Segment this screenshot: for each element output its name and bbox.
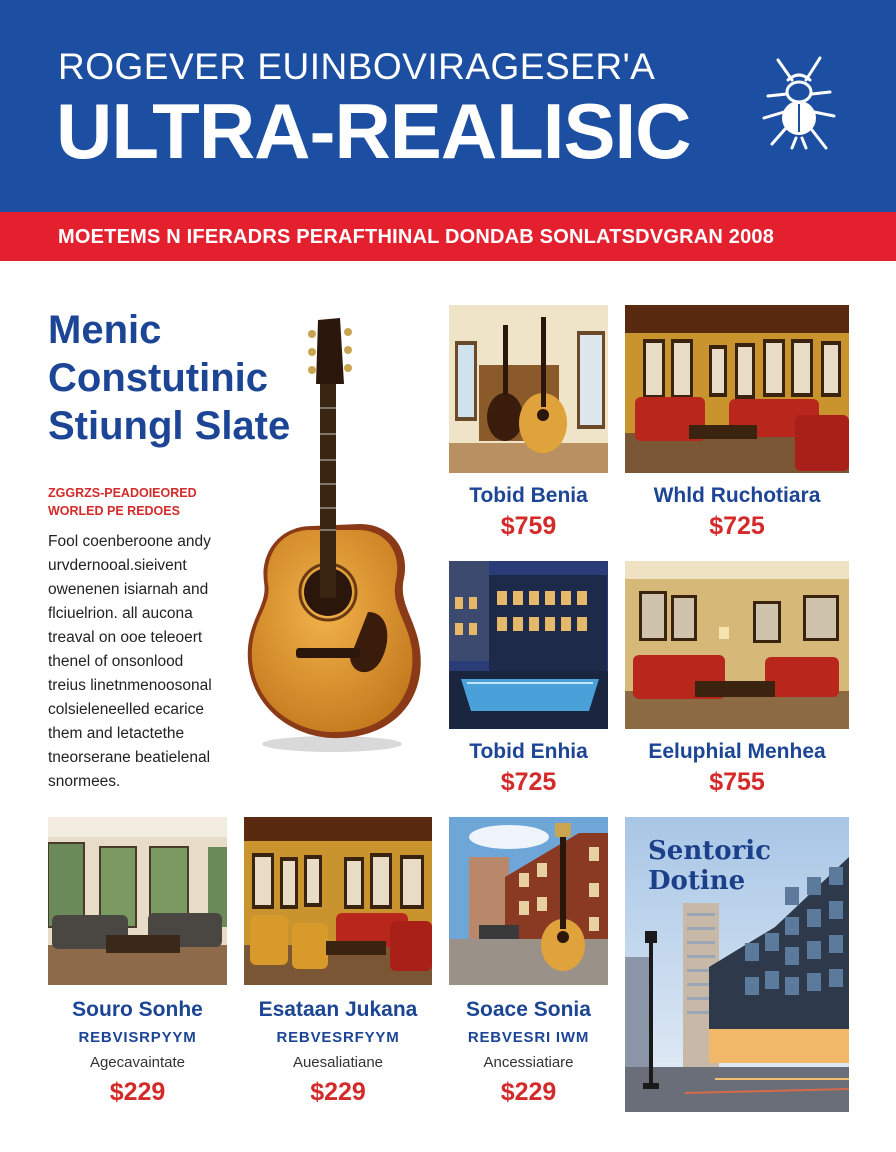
- ribbon-text: MOETEMS N IFERADRS PERAFTHINAL DONDAB SONLATSDVGRAN 2008: [58, 226, 775, 248]
- red-lounge-2-image: [625, 561, 849, 729]
- body-line: treius linetnmenoosonal: [48, 677, 212, 694]
- listing-price: $229: [500, 1078, 557, 1106]
- listing-photo-patio-guitar[interactable]: [449, 817, 608, 985]
- body-line: them and letactethe: [48, 725, 185, 742]
- listing-photo-building-pool[interactable]: [449, 561, 608, 729]
- promo-title-line: Dotine: [648, 866, 746, 896]
- listing-photo-red-lounge-2[interactable]: [625, 561, 849, 729]
- listing-photo-guitars-room[interactable]: [449, 305, 608, 473]
- hall-lounge-image: [244, 817, 432, 985]
- listing-name[interactable]: Tobid Benia: [469, 484, 588, 507]
- body-line: tneorserane beatielenal: [48, 749, 211, 766]
- listing-name[interactable]: Soace Sonia: [466, 998, 591, 1021]
- listing-photo-hall-lounge[interactable]: [244, 817, 432, 985]
- body-line: Fool coenberoone andy: [48, 533, 211, 550]
- listing-subtitle: Ancessiatiare: [483, 1054, 574, 1071]
- listing-name[interactable]: Eeluphial Menhea: [648, 740, 826, 763]
- feature-title-line: Menic: [48, 308, 162, 352]
- acoustic-guitar-image: [240, 312, 430, 754]
- listing-code: REBVISRPYYM: [78, 1029, 197, 1046]
- listing-price: $229: [109, 1078, 166, 1106]
- listing-photo-red-lounge[interactable]: [625, 305, 849, 473]
- promo-title-line: Sentoric: [648, 836, 771, 866]
- listing-photo-gray-lounge[interactable]: [48, 817, 227, 985]
- listing-price: $755: [709, 768, 765, 796]
- body-line: owenenen isiarnah and: [48, 581, 209, 598]
- feature-title-line: Stiungl Slate: [48, 404, 291, 448]
- listing-subtitle: Auesaliatiane: [292, 1054, 384, 1071]
- feature-title-line: Constutinic: [48, 356, 268, 400]
- body-line: urvdernooal.sieivent: [48, 557, 187, 574]
- header-kicker: ROGEVER EUINBOVIRAGESER'A: [58, 46, 656, 87]
- listing-price: $725: [500, 768, 557, 796]
- body-line: colsieleneelled ecarice: [48, 701, 204, 718]
- listing-price: $759: [500, 512, 557, 540]
- insect-emblem-icon: [758, 52, 840, 158]
- building-pool-image: [449, 561, 608, 729]
- body-line: snormees.: [48, 773, 121, 790]
- guitars-room-image: [449, 305, 608, 473]
- feature-tag-line: WORLED PE REDOES: [48, 504, 180, 518]
- listing-price: $229: [310, 1078, 366, 1106]
- red-lounge-image: [625, 305, 849, 473]
- patio-guitar-image: [449, 817, 608, 985]
- header-headline: ULTRA-REALISIC: [56, 87, 691, 175]
- listing-code: REBVESRFYYM: [276, 1029, 400, 1046]
- feature-description: [48, 530, 248, 794]
- body-line: flciuelrion. all aucona: [48, 605, 193, 622]
- listing-subtitle: Agecavaintate: [89, 1054, 186, 1071]
- listing-name[interactable]: Tobid Enhia: [469, 740, 588, 763]
- feature-tagline: [48, 484, 197, 520]
- feature-tag-line: ZGGRZS-PEADOIEORED: [48, 486, 197, 500]
- listing-name[interactable]: Souro Sonhe: [72, 998, 203, 1021]
- listing-name[interactable]: Esataan Jukana: [258, 998, 418, 1021]
- listing-price: $725: [709, 512, 765, 540]
- body-line: treaval on ooe teleoert: [48, 629, 203, 646]
- promo-title: [648, 836, 771, 896]
- gray-lounge-image: [48, 817, 227, 985]
- listing-name[interactable]: Whld Ruchotiara: [653, 484, 821, 507]
- listing-code: REBVESRI IWM: [467, 1029, 590, 1046]
- body-line: thenel of onsonlood: [48, 653, 184, 670]
